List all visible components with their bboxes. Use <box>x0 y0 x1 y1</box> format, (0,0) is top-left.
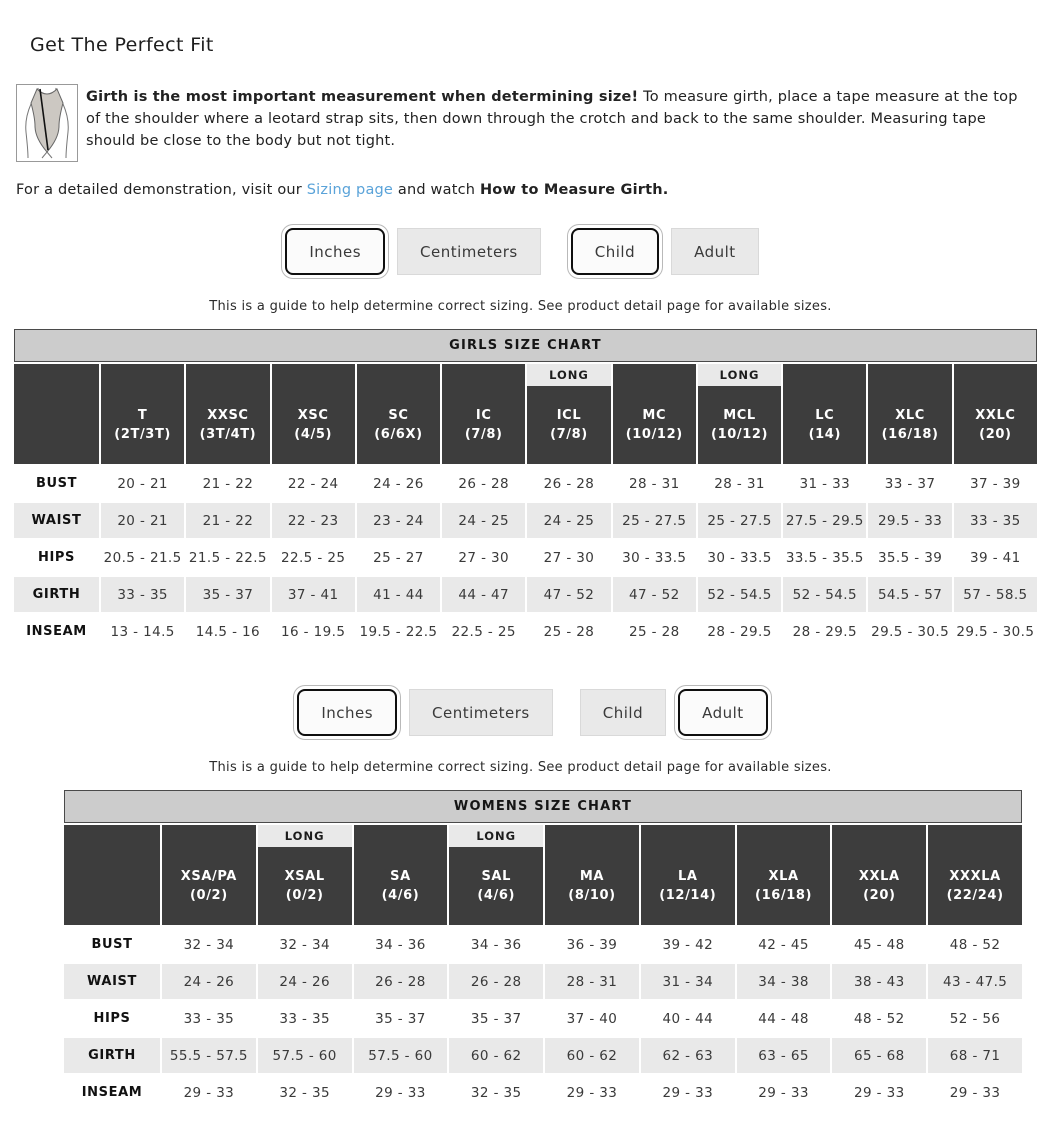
measurement-value: 28 - 31 <box>545 964 639 999</box>
measurement-value: 32 - 35 <box>258 1075 352 1110</box>
size-range: (12/14) <box>659 888 717 903</box>
measurement-value: 29 - 33 <box>928 1075 1022 1110</box>
measurement-label: GIRTH <box>14 577 99 612</box>
size-column-header <box>527 364 610 464</box>
measurement-value: 22.5 - 25 <box>272 540 355 575</box>
size-name: IC <box>475 408 492 423</box>
size-name: XLA <box>768 869 799 884</box>
header-spacer <box>928 825 1022 847</box>
size-range: (8/10) <box>568 888 616 903</box>
sizing-page-link[interactable]: Sizing page <box>306 182 394 198</box>
measurement-value: 29 - 33 <box>354 1075 448 1110</box>
measurement-label: BUST <box>14 466 99 501</box>
measurement-value: 33.5 - 35.5 <box>783 540 866 575</box>
guide-note-girls: This is a guide to help determine correct sizing. See product detail page for available sizes. <box>209 299 832 314</box>
size-column-header <box>698 364 781 464</box>
measurement-value: 30 - 33.5 <box>613 540 696 575</box>
measurement-value: 26 - 28 <box>527 466 610 501</box>
header-spacer <box>354 825 448 847</box>
measurement-value: 20.5 - 21.5 <box>101 540 184 575</box>
measurement-value: 60 - 62 <box>545 1038 639 1073</box>
measurement-value: 26 - 28 <box>354 964 448 999</box>
measurement-value: 63 - 65 <box>737 1038 831 1073</box>
size-range: (7/8) <box>464 427 503 442</box>
measurement-value: 27 - 30 <box>527 540 610 575</box>
header-spacer <box>545 825 639 847</box>
size-name: SC <box>388 408 409 423</box>
measurement-value: 24 - 26 <box>162 964 256 999</box>
leotard-icon <box>18 86 76 160</box>
table-row <box>64 964 1022 999</box>
size-column-label <box>954 386 1037 464</box>
table-row <box>14 540 1037 575</box>
table-corner-cell <box>14 364 99 464</box>
demo-line <box>16 182 1025 198</box>
measurement-value: 47 - 52 <box>613 577 696 612</box>
measurement-value: 65 - 68 <box>832 1038 926 1073</box>
measurement-value: 29 - 33 <box>545 1075 639 1110</box>
measurement-value: 37 - 40 <box>545 1001 639 1036</box>
measurement-value: 25 - 28 <box>613 614 696 649</box>
size-column-header <box>449 825 543 925</box>
size-column-label <box>698 386 781 464</box>
measurement-value: 30 - 33.5 <box>698 540 781 575</box>
size-range: (22/24) <box>946 888 1004 903</box>
age-toggle-group <box>568 228 759 275</box>
measurement-value: 36 - 39 <box>545 927 639 962</box>
measurement-value: 13 - 14.5 <box>101 614 184 649</box>
measurement-value: 34 - 38 <box>737 964 831 999</box>
measurement-label: WAIST <box>14 503 99 538</box>
measurement-value: 27.5 - 29.5 <box>783 503 866 538</box>
leotard-girth-diagram-image <box>16 84 78 162</box>
guide-note-womens: This is a guide to help determine correct sizing. See product detail page for available sizes. <box>209 760 832 775</box>
measurement-value: 26 - 28 <box>449 964 543 999</box>
size-column-label <box>357 386 440 464</box>
girth-intro-section <box>16 84 1025 162</box>
size-column-header <box>258 825 352 925</box>
size-range: (20) <box>979 427 1012 442</box>
measurement-value: 37 - 41 <box>272 577 355 612</box>
size-column-header <box>354 825 448 925</box>
measurement-value: 31 - 34 <box>641 964 735 999</box>
size-column-label <box>258 847 352 925</box>
table-row <box>64 927 1022 962</box>
header-spacer <box>442 364 525 386</box>
size-range: (10/12) <box>625 427 683 442</box>
size-column-header <box>928 825 1022 925</box>
long-badge: LONG <box>258 825 352 847</box>
measurement-value: 22 - 24 <box>272 466 355 501</box>
measurement-value: 42 - 45 <box>737 927 831 962</box>
measurement-value: 62 - 63 <box>641 1038 735 1073</box>
measurement-value: 33 - 35 <box>954 503 1037 538</box>
measurement-value: 28 - 29.5 <box>783 614 866 649</box>
measurement-value: 45 - 48 <box>832 927 926 962</box>
measurement-value: 25 - 27.5 <box>613 503 696 538</box>
size-column-label <box>527 386 610 464</box>
unit-toggle-group <box>282 228 540 275</box>
measurement-value: 38 - 43 <box>832 964 926 999</box>
measurement-value: 23 - 24 <box>357 503 440 538</box>
table-corner-cell <box>64 825 160 925</box>
header-spacer <box>613 364 696 386</box>
measurement-value: 19.5 - 22.5 <box>357 614 440 649</box>
size-name: MCL <box>723 408 756 423</box>
centimeters-button[interactable]: Centimeters <box>397 228 541 275</box>
size-column-label <box>162 847 256 925</box>
measurement-value: 34 - 36 <box>449 927 543 962</box>
measurement-value: 25 - 28 <box>527 614 610 649</box>
measurement-value: 24 - 26 <box>357 466 440 501</box>
size-column-header <box>162 825 256 925</box>
size-column-header <box>545 825 639 925</box>
measurement-value: 39 - 41 <box>954 540 1037 575</box>
measurement-value: 33 - 35 <box>162 1001 256 1036</box>
header-spacer <box>162 825 256 847</box>
measurement-value: 47 - 52 <box>527 577 610 612</box>
header-spacer <box>832 825 926 847</box>
measurement-value: 68 - 71 <box>928 1038 1022 1073</box>
measurement-value: 35 - 37 <box>354 1001 448 1036</box>
measurement-value: 25 - 27.5 <box>698 503 781 538</box>
measurement-value: 29 - 33 <box>641 1075 735 1110</box>
girls-chart-toggles <box>0 228 1041 275</box>
size-range: (16/18) <box>881 427 939 442</box>
inches-button[interactable]: Inches <box>285 228 385 275</box>
size-chart-header-row <box>14 364 1037 464</box>
measurement-value: 57 - 58.5 <box>954 577 1037 612</box>
measurement-value: 28 - 29.5 <box>698 614 781 649</box>
long-badge: LONG <box>527 364 610 386</box>
girls-size-chart <box>14 329 1037 649</box>
measurement-value: 20 - 21 <box>101 503 184 538</box>
table-row <box>64 1038 1022 1073</box>
size-column-label <box>449 847 543 925</box>
size-column-header <box>442 364 525 464</box>
header-spacer <box>272 364 355 386</box>
size-column-label <box>186 386 269 464</box>
measurement-value: 33 - 35 <box>101 577 184 612</box>
measurement-value: 29 - 33 <box>737 1075 831 1110</box>
womens-size-chart <box>64 790 1022 1110</box>
size-name: XSA/PA <box>180 869 237 884</box>
unit-toggle-group <box>294 689 552 736</box>
header-spacer <box>101 364 184 386</box>
measurement-value: 32 - 34 <box>162 927 256 962</box>
size-range: (10/12) <box>711 427 769 442</box>
measurement-value: 29.5 - 33 <box>868 503 951 538</box>
demo-prefix: For a detailed demonstration, visit our <box>16 182 307 198</box>
size-range: (14) <box>808 427 841 442</box>
measurement-value: 29 - 33 <box>162 1075 256 1110</box>
size-column-header <box>613 364 696 464</box>
size-name: MA <box>579 869 605 884</box>
size-range: (2T/3T) <box>114 427 171 442</box>
size-name: MC <box>642 408 667 423</box>
size-name: XXLC <box>975 408 1016 423</box>
measurement-value: 22 - 23 <box>272 503 355 538</box>
size-column-header <box>357 364 440 464</box>
size-name: SAL <box>481 869 511 884</box>
measurement-value: 32 - 35 <box>449 1075 543 1110</box>
measurement-value: 37 - 39 <box>954 466 1037 501</box>
measurement-label: INSEAM <box>14 614 99 649</box>
measurement-value: 35.5 - 39 <box>868 540 951 575</box>
size-range: (6/6X) <box>374 427 423 442</box>
measurement-value: 39 - 42 <box>641 927 735 962</box>
size-range: (7/8) <box>550 427 588 442</box>
measurement-value: 48 - 52 <box>928 927 1022 962</box>
size-name: XXSC <box>207 408 249 423</box>
measurement-label: WAIST <box>64 964 160 999</box>
age-toggle-group <box>580 689 771 736</box>
size-name: SA <box>390 869 411 884</box>
measurement-value: 26 - 28 <box>442 466 525 501</box>
long-badge: LONG <box>698 364 781 386</box>
size-column-header <box>186 364 269 464</box>
measurement-value: 27 - 30 <box>442 540 525 575</box>
girth-intro-rest: To measure girth, place a tape measure at the top of the shoulder where a leotard strap sits, then down through the crotch and back to the same shoulder. Measuring tape should be close to the body but not tight. <box>86 89 1018 149</box>
size-column-label <box>545 847 639 925</box>
girth-intro-bold: Girth is the most important measurement when determining size! <box>86 89 639 105</box>
measurement-value: 14.5 - 16 <box>186 614 269 649</box>
measurement-value: 24 - 26 <box>258 964 352 999</box>
size-chart-header-row <box>64 825 1022 925</box>
measurement-value: 33 - 37 <box>868 466 951 501</box>
size-column-header <box>832 825 926 925</box>
measurement-value: 28 - 31 <box>698 466 781 501</box>
measurement-value: 29 - 33 <box>832 1075 926 1110</box>
measurement-value: 48 - 52 <box>832 1001 926 1036</box>
measurement-value: 21 - 22 <box>186 466 269 501</box>
size-column-label <box>613 386 696 464</box>
demo-middle: and watch <box>393 182 480 198</box>
child-button[interactable]: Child <box>571 228 659 275</box>
table-row <box>14 503 1037 538</box>
size-column-header <box>641 825 735 925</box>
measurement-value: 34 - 36 <box>354 927 448 962</box>
measurement-value: 32 - 34 <box>258 927 352 962</box>
child-button[interactable]: Child <box>580 689 666 736</box>
measurement-label: INSEAM <box>64 1075 160 1110</box>
measurement-value: 52 - 54.5 <box>698 577 781 612</box>
measurement-value: 52 - 54.5 <box>783 577 866 612</box>
long-badge: LONG <box>449 825 543 847</box>
header-spacer <box>357 364 440 386</box>
size-column-label <box>442 386 525 464</box>
size-name: XSC <box>297 408 329 423</box>
size-column-header <box>101 364 184 464</box>
measurement-value: 43 - 47.5 <box>928 964 1022 999</box>
size-column-label <box>928 847 1022 925</box>
measurement-value: 21 - 22 <box>186 503 269 538</box>
measurement-label: HIPS <box>14 540 99 575</box>
header-spacer <box>868 364 951 386</box>
measurement-value: 29.5 - 30.5 <box>868 614 951 649</box>
girth-intro-text <box>86 84 1025 152</box>
size-range: (3T/4T) <box>199 427 257 442</box>
size-range: (4/5) <box>294 427 333 442</box>
inches-button[interactable]: Inches <box>297 689 397 736</box>
page-title: Get The Perfect Fit <box>30 34 214 56</box>
size-column-label <box>783 386 866 464</box>
table-row <box>14 577 1037 612</box>
measurement-label: HIPS <box>64 1001 160 1036</box>
adult-button[interactable]: Adult <box>678 689 768 736</box>
measurement-value: 24 - 25 <box>527 503 610 538</box>
size-name: XLC <box>895 408 925 423</box>
size-name: XXXLA <box>949 869 1001 884</box>
measurement-label: BUST <box>64 927 160 962</box>
measurement-value: 35 - 37 <box>186 577 269 612</box>
measurement-value: 31 - 33 <box>783 466 866 501</box>
measurement-value: 28 - 31 <box>613 466 696 501</box>
header-spacer <box>641 825 735 847</box>
size-name: T <box>137 408 148 423</box>
size-range: (4/6) <box>381 888 420 903</box>
measurement-value: 24 - 25 <box>442 503 525 538</box>
measurement-value: 44 - 48 <box>737 1001 831 1036</box>
measurement-value: 20 - 21 <box>101 466 184 501</box>
measurement-value: 60 - 62 <box>449 1038 543 1073</box>
measurement-value: 22.5 - 25 <box>442 614 525 649</box>
measurement-value: 25 - 27 <box>357 540 440 575</box>
measurement-value: 54.5 - 57 <box>868 577 951 612</box>
table-row <box>14 466 1037 501</box>
header-spacer <box>737 825 831 847</box>
girls-chart-title: GIRLS SIZE CHART <box>14 329 1037 362</box>
size-column-header <box>954 364 1037 464</box>
measurement-value: 16 - 19.5 <box>272 614 355 649</box>
measurement-value: 44 - 47 <box>442 577 525 612</box>
demo-bold: How to Measure Girth. <box>479 182 669 198</box>
size-range: (4/6) <box>477 888 516 903</box>
size-column-header <box>783 364 866 464</box>
measurement-value: 57.5 - 60 <box>354 1038 448 1073</box>
size-column-label <box>272 386 355 464</box>
size-name: ICL <box>556 408 582 423</box>
measurement-value: 41 - 44 <box>357 577 440 612</box>
size-column-label <box>832 847 926 925</box>
measurement-value: 21.5 - 22.5 <box>186 540 269 575</box>
size-column-header <box>272 364 355 464</box>
size-name: LC <box>815 408 835 423</box>
size-column-label <box>354 847 448 925</box>
size-column-header <box>737 825 831 925</box>
measurement-label: GIRTH <box>64 1038 160 1073</box>
header-spacer <box>954 364 1037 386</box>
measurement-value: 52 - 56 <box>928 1001 1022 1036</box>
measurement-value: 40 - 44 <box>641 1001 735 1036</box>
size-column-label <box>101 386 184 464</box>
womens-chart-toggles <box>12 689 1041 736</box>
womens-chart-title: WOMENS SIZE CHART <box>64 790 1022 823</box>
header-spacer <box>186 364 269 386</box>
table-row <box>64 1001 1022 1036</box>
size-range: (0/2) <box>285 888 324 903</box>
size-column-label <box>868 386 951 464</box>
size-name: LA <box>677 869 698 884</box>
measurement-value: 33 - 35 <box>258 1001 352 1036</box>
size-range: (16/18) <box>755 888 813 903</box>
size-column-label <box>641 847 735 925</box>
size-range: (20) <box>863 888 896 903</box>
table-row <box>14 614 1037 649</box>
size-column-label <box>737 847 831 925</box>
measurement-value: 29.5 - 30.5 <box>954 614 1037 649</box>
centimeters-button[interactable]: Centimeters <box>409 689 553 736</box>
measurement-value: 35 - 37 <box>449 1001 543 1036</box>
header-spacer <box>783 364 866 386</box>
size-name: XXLA <box>858 869 900 884</box>
adult-button[interactable]: Adult <box>671 228 759 275</box>
size-range: (0/2) <box>190 888 228 903</box>
size-column-header <box>868 364 951 464</box>
measurement-value: 55.5 - 57.5 <box>162 1038 256 1073</box>
measurement-value: 57.5 - 60 <box>258 1038 352 1073</box>
table-row <box>64 1075 1022 1110</box>
size-name: XSAL <box>284 869 325 884</box>
